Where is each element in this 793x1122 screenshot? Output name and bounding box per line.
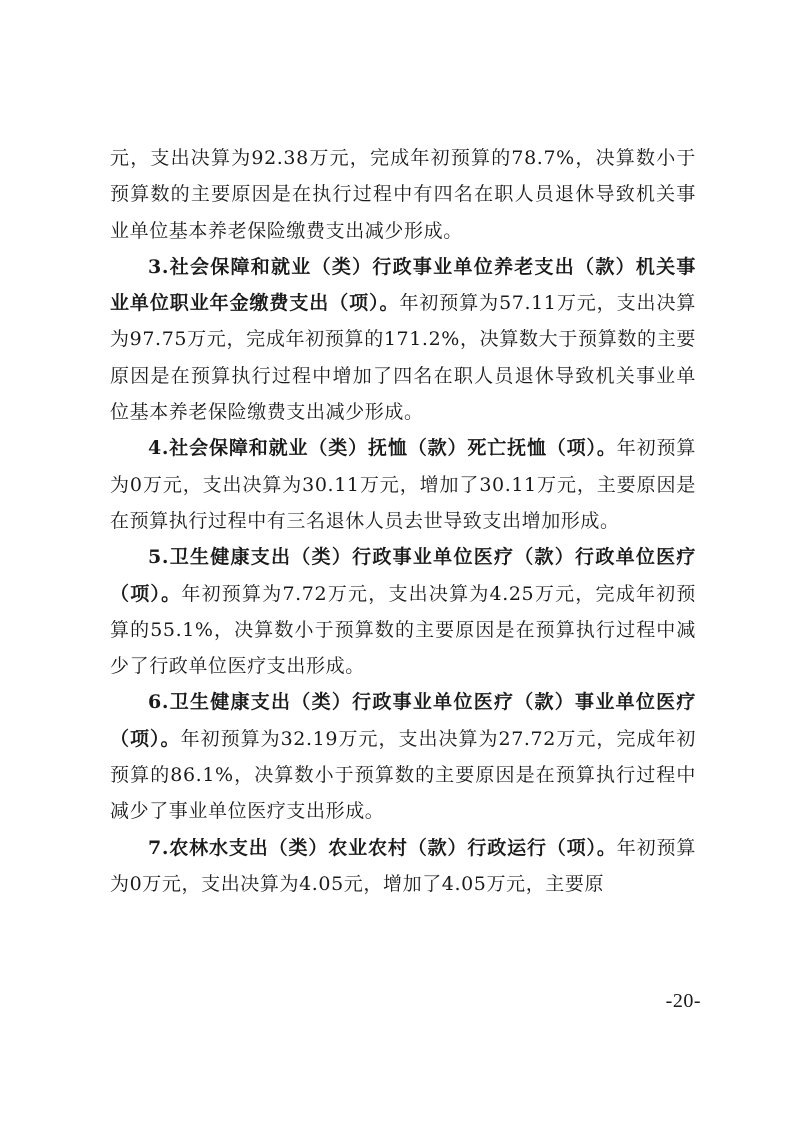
paragraph-item-3 [110, 249, 696, 430]
paragraph-item-5 [110, 539, 696, 684]
paragraph-heading: 4.社会保障和就业（类）抚恤（款）死亡抚恤（项）。 [148, 437, 617, 460]
paragraph-item-7 [110, 830, 696, 903]
paragraph-text: 年初预算为32.19万元，支出决算为27.72万元，完成年初预算的86.1%，决算数小于预算数的主要原因是在预算执行过程中减少了事业单位医疗支出形成。 [110, 727, 696, 823]
paragraph-heading: 3.社会保障和就业（类）行政事业单位养老支出（款）机关事业单位职业年金缴费支出（项）。 [110, 255, 696, 315]
paragraph-heading: 7.农林水支出（类）农业农村（款）行政运行（项）。 [148, 836, 617, 859]
paragraph-continuation [110, 140, 696, 249]
paragraph-item-4 [110, 430, 696, 539]
paragraph-text: 年初预算为57.11万元，支出决算为97.75万元，完成年初预算的171.2%，决算数大于预算数的主要原因是在预算执行过程中增加了四名在职人员退休导致机关事业单位基本养老保险缴费支出减少形成。 [110, 292, 696, 424]
paragraph-text: 年初预算为0万元，支出决算为30.11万元，增加了30.11万元，主要原因是在预算执行过程中有三名退休人员去世导致支出增加形成。 [110, 437, 696, 532]
paragraph-item-6 [110, 684, 696, 829]
page-number: -20- [665, 990, 701, 1012]
document-body [110, 140, 696, 902]
paragraph-heading: 6.卫生健康支出（类）行政事业单位医疗（款）事业单位医疗（项）。 [110, 691, 696, 750]
paragraph-heading: 5.卫生健康支出（类）行政事业单位医疗（款）行政单位医疗（项）。 [110, 546, 696, 605]
paragraph-text: 年初预算为7.72万元，支出决算为4.25万元，完成年初预算的55.1%，决算数小于预算数的主要原因是在预算执行过程中减少了行政单位医疗支出形成。 [110, 582, 696, 678]
paragraph-text: 元，支出决算为92.38万元，完成年初预算的78.7%，决算数小于预算数的主要原因是在执行过程中有四名在职人员退休导致机关事业单位基本养老保险缴费支出减少形成。 [110, 147, 696, 242]
paragraph-text: 年初预算为0万元，支出决算为4.05元，增加了4.05万元，主要原 [110, 836, 696, 895]
